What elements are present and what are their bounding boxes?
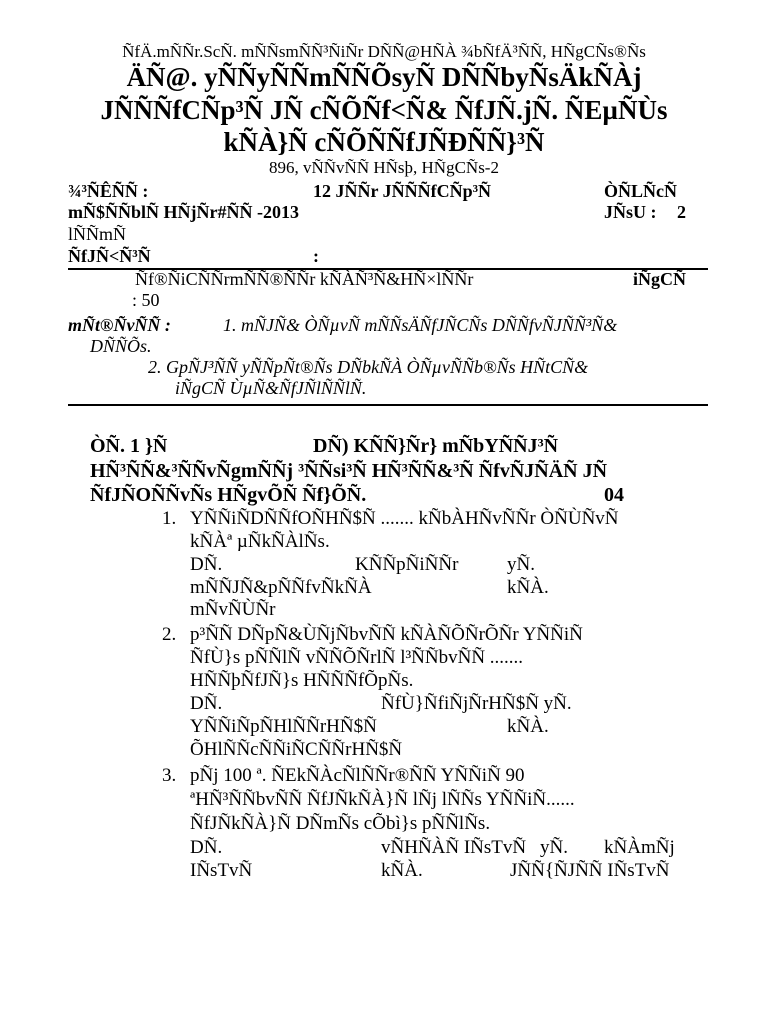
item-3-text: pÑj 100 ª. ÑEkÑÀcÑlÑÑr®ÑÑ YÑÑiÑ 90 xyxy=(190,765,525,786)
section-label: ÒÑLÑcÑ xyxy=(604,181,677,201)
item-2-text-cont: ÑfÙ}s pÑÑlÑ vÑÑÕÑrlÑ l³ÑÑbvÑÑ ....... xyxy=(190,647,524,668)
marks-value: : 50 xyxy=(132,290,160,310)
question-label: ÒÑ. 1 }Ñ xyxy=(90,435,168,457)
organization-subtitle-2: kÑÀ}Ñ cÑÕÑÑfJÑÐÑÑ}³Ñ xyxy=(223,127,545,157)
item-2-option-b: YÑÑiÑpÑHlÑÑrHÑ$Ñ xyxy=(190,716,377,737)
address-line: 896, vÑÑvÑÑ HÑsþ, HÑgCÑs-2 xyxy=(269,158,499,177)
item-1-text: YÑÑiÑDÑÑfOÑHÑ$Ñ ....... kÑbÀHÑvÑÑr ÒÑÙÑvÑ xyxy=(190,508,619,529)
item-2-option-a: ÑfÙ}ÑfiÑjÑrHÑ$Ñ yÑ. xyxy=(381,693,572,714)
exam-year: mÑ$ÑÑblÑ HÑjÑr#ÑÑ -2013 xyxy=(68,202,299,222)
question-heading: DÑ) KÑÑ}Ñr} mÑbYÑÑJ³Ñ xyxy=(313,435,559,457)
item-1-text-cont: kÑÀª µÑkÑÀlÑs. xyxy=(190,531,330,552)
item-1-option-a-label: DÑ. xyxy=(190,554,223,575)
question-heading-line-3: ÑfJÑOÑÑvÑs HÑgvÕÑ Ñf}ÕÑ. xyxy=(90,484,367,506)
item-1-option-c: mÑvÑÙÑr xyxy=(190,599,276,620)
note-2: 2. GpÑJ³ÑÑ yÑÑpÑt®Ñs DÑbkÑÀ ÒÑµvÑÑb®Ñs HÑtCÑ& xyxy=(148,357,589,377)
subject-label: ÑfJÑ<Ñ³Ñ xyxy=(68,246,151,266)
class-value: 12 JÑÑr JÑÑÑfCÑp³Ñ xyxy=(313,181,492,201)
notes-label: mÑt®ÑvÑÑ : xyxy=(68,315,171,335)
item-3-option-b-cont: IÑsTvÑ xyxy=(190,860,253,881)
item-3-option-a-label: DÑ. xyxy=(190,837,223,858)
time-value: 2 xyxy=(677,202,686,222)
item-3-option-a: vÑHÑÀÑ IÑsTvÑ xyxy=(381,837,527,858)
note-1: 1. mÑJÑ& ÒÑµvÑ mÑÑsÄÑfJÑCÑs DÑÑfvÑJÑÑ³Ñ& xyxy=(223,315,618,335)
notes-divider xyxy=(68,404,708,406)
item-3-option-c-label: kÑÀ. xyxy=(381,860,423,881)
item-2-text: p³ÑÑ DÑpÑ&ÙÑjÑbvÑÑ kÑÀÑÕÑrÕÑr YÑÑiÑ xyxy=(190,624,583,645)
item-1-option-b: mÑÑJÑ&pÑÑfvÑkÑÀ xyxy=(190,577,372,598)
item-3-text-cont: ªHÑ³ÑÑbvÑÑ ÑfJÑkÑÀ}Ñ lÑj lÑÑs YÑÑiÑ...... xyxy=(190,789,575,810)
question-marks: 04 xyxy=(604,484,624,506)
item-3-option-b: kÑÀmÑj xyxy=(604,837,675,858)
item-3-option-c: JÑÑ{ÑJÑÑ IÑsTvÑ xyxy=(510,860,670,881)
item-1-option-c-label: kÑÀ. xyxy=(507,577,549,598)
institution-line: ÑfÄ.mÑÑr.ScÑ. mÑÑsmÑÑ³ÑiÑr DÑÑ@HÑÀ ¾bÑfÄ³ÑÑ, HÑgCÑs®Ñs xyxy=(122,42,646,61)
item-2-option-a-label: DÑ. xyxy=(190,693,223,714)
organization-title: ÄÑ@. yÑÑyÑÑmÑÑÕsyÑ DÑÑbyÑsÄkÑÀj xyxy=(126,62,642,92)
item-2-number: 2. xyxy=(162,624,177,645)
item-3-option-b-label: yÑ. xyxy=(540,837,568,858)
item-2-text-cont-2: HÑÑþÑfJÑ}s HÑÑÑfÕpÑs. xyxy=(190,670,414,691)
class-label: ¾³ÑÊÑÑ : xyxy=(68,181,149,201)
item-1-option-b-label: yÑ. xyxy=(507,554,535,575)
note-2-cont: iÑgCÑ ÙµÑ&ÑfJÑlÑÑlÑ. xyxy=(175,378,367,398)
subject-colon: : xyxy=(313,246,319,266)
organization-subtitle: JÑÑÑfCÑp³Ñ JÑ cÑÕÑf<Ñ& ÑfJÑ.jÑ. ÑEµÑÙs xyxy=(100,95,668,125)
note-1-cont: DÑÑÕs. xyxy=(90,336,152,356)
subject-value: Ñf®ÑiCÑÑrmÑÑ®ÑÑr kÑÀÑ³Ñ&HÑ×lÑÑr xyxy=(135,269,474,289)
item-1-option-a: KÑÑpÑiÑÑr xyxy=(355,554,459,575)
item-1-number: 1. xyxy=(162,508,177,529)
marks-label: iÑgCÑ xyxy=(633,269,686,289)
item-2-option-c: ÕHlÑÑcÑÑiÑCÑÑrHÑ$Ñ xyxy=(190,739,403,760)
item-3-text-cont-2: ÑfJÑkÑÀ}Ñ DÑmÑs cÕbì}s pÑÑlÑs. xyxy=(190,813,491,834)
item-2-option-c-label: kÑÀ. xyxy=(507,716,549,737)
time-label: JÑsU : xyxy=(604,202,657,222)
question-heading-line-2: HÑ³ÑÑ&³ÑÑvÑgmÑÑj ³ÑÑsi³Ñ HÑ³ÑÑ&³Ñ ÑfvÑJÑÄÑ JÑ xyxy=(90,460,608,482)
item-3-number: 3. xyxy=(162,765,177,786)
name-label: lÑÑmÑ xyxy=(68,224,126,244)
